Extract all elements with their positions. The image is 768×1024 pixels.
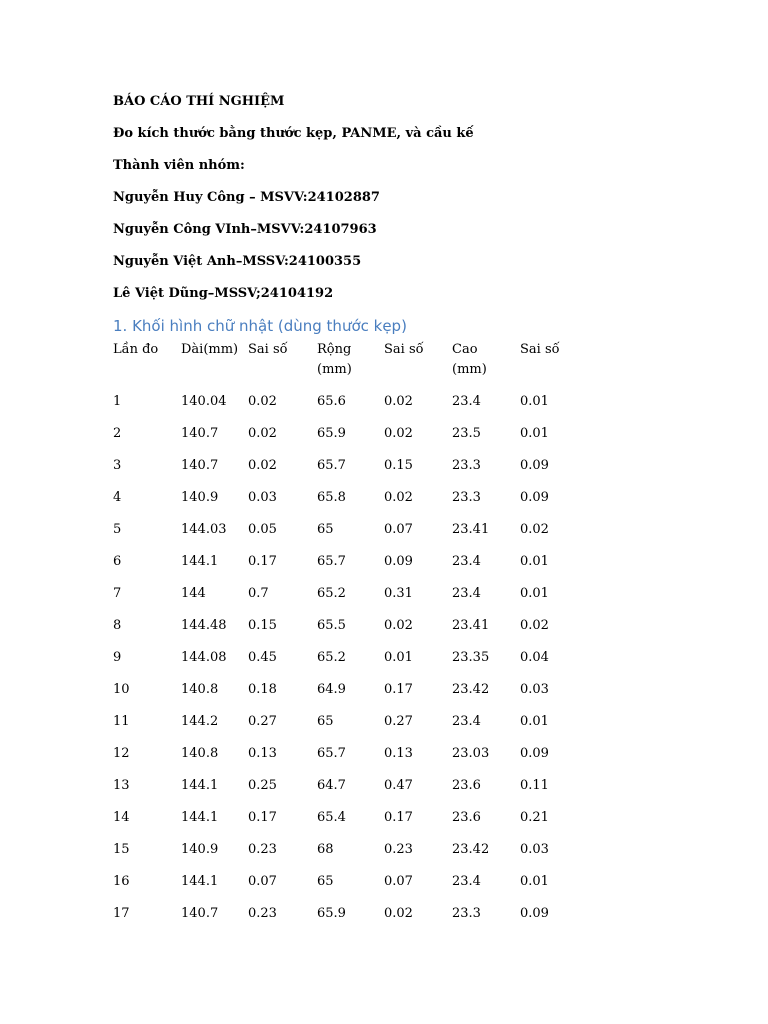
cell-length-error: 0.18 bbox=[248, 682, 277, 697]
cell-length-error: 0.25 bbox=[248, 778, 277, 793]
cell-height: 23.4 bbox=[452, 874, 481, 889]
cell-length: 144 bbox=[181, 586, 206, 601]
cell-height: 23.42 bbox=[452, 842, 490, 857]
table-row bbox=[113, 648, 593, 670]
cell-width: 65.7 bbox=[317, 554, 346, 569]
cell-height: 23.3 bbox=[452, 906, 481, 921]
cell-height-error: 0.21 bbox=[520, 810, 549, 825]
header-length: Dài(mm) bbox=[181, 342, 239, 357]
cell-length-error: 0.02 bbox=[248, 394, 277, 409]
cell-width-error: 0.47 bbox=[384, 778, 413, 793]
cell-length: 144.1 bbox=[181, 874, 219, 889]
member-1: Nguyễn Huy Công – MSVV:24102887 bbox=[113, 190, 380, 205]
cell-width: 65.7 bbox=[317, 458, 346, 473]
cell-measurement-number: 5 bbox=[113, 522, 122, 537]
cell-length: 144.03 bbox=[181, 522, 227, 537]
cell-height: 23.41 bbox=[452, 618, 490, 633]
cell-width: 65.4 bbox=[317, 810, 346, 825]
report-title: BÁO CÁO THÍ NGHIỆM bbox=[113, 94, 285, 109]
cell-width-error: 0.02 bbox=[384, 906, 413, 921]
cell-width-error: 0.17 bbox=[384, 810, 413, 825]
cell-width: 65.7 bbox=[317, 746, 346, 761]
cell-height-error: 0.01 bbox=[520, 714, 549, 729]
table-row bbox=[113, 456, 593, 478]
cell-height-error: 0.09 bbox=[520, 458, 549, 473]
table-row bbox=[113, 680, 593, 702]
cell-length: 140.04 bbox=[181, 394, 227, 409]
header-height bbox=[452, 340, 487, 380]
cell-height-error: 0.01 bbox=[520, 874, 549, 889]
cell-width: 64.7 bbox=[317, 778, 346, 793]
cell-width-error: 0.09 bbox=[384, 554, 413, 569]
cell-height-error: 0.01 bbox=[520, 426, 549, 441]
cell-width: 65 bbox=[317, 522, 334, 537]
table-row bbox=[113, 904, 593, 926]
cell-width: 65 bbox=[317, 714, 334, 729]
cell-height: 23.41 bbox=[452, 522, 490, 537]
cell-length-error: 0.17 bbox=[248, 810, 277, 825]
table-row bbox=[113, 616, 593, 638]
members-label: Thành viên nhóm: bbox=[113, 158, 245, 173]
cell-width-error: 0.17 bbox=[384, 682, 413, 697]
table-row bbox=[113, 392, 593, 414]
cell-length: 140.7 bbox=[181, 906, 219, 921]
cell-width: 65 bbox=[317, 874, 334, 889]
cell-height-error: 0.03 bbox=[520, 682, 549, 697]
table-row bbox=[113, 488, 593, 510]
cell-measurement-number: 16 bbox=[113, 874, 130, 889]
cell-length: 144.48 bbox=[181, 618, 227, 633]
cell-measurement-number: 7 bbox=[113, 586, 122, 601]
table-header-row bbox=[113, 340, 593, 380]
cell-length: 140.9 bbox=[181, 842, 219, 857]
cell-width-error: 0.02 bbox=[384, 426, 413, 441]
cell-length: 140.7 bbox=[181, 458, 219, 473]
table-row bbox=[113, 552, 593, 574]
cell-measurement-number: 13 bbox=[113, 778, 130, 793]
cell-length-error: 0.05 bbox=[248, 522, 277, 537]
cell-height-error: 0.09 bbox=[520, 906, 549, 921]
cell-height-error: 0.09 bbox=[520, 746, 549, 761]
cell-height: 23.3 bbox=[452, 458, 481, 473]
cell-height: 23.4 bbox=[452, 394, 481, 409]
header-width-line2: (mm) bbox=[317, 362, 352, 377]
cell-width: 65.8 bbox=[317, 490, 346, 505]
cell-height: 23.4 bbox=[452, 714, 481, 729]
cell-height: 23.6 bbox=[452, 778, 481, 793]
cell-length: 144.2 bbox=[181, 714, 219, 729]
cell-height: 23.5 bbox=[452, 426, 481, 441]
cell-length: 140.8 bbox=[181, 746, 219, 761]
cell-height: 23.6 bbox=[452, 810, 481, 825]
table-row bbox=[113, 840, 593, 862]
cell-width-error: 0.01 bbox=[384, 650, 413, 665]
cell-width: 65.9 bbox=[317, 426, 346, 441]
table-row bbox=[113, 744, 593, 766]
cell-length: 144.1 bbox=[181, 810, 219, 825]
cell-measurement-number: 12 bbox=[113, 746, 130, 761]
cell-measurement-number: 2 bbox=[113, 426, 122, 441]
cell-width-error: 0.23 bbox=[384, 842, 413, 857]
cell-height: 23.35 bbox=[452, 650, 490, 665]
cell-length-error: 0.27 bbox=[248, 714, 277, 729]
cell-width-error: 0.31 bbox=[384, 586, 413, 601]
cell-length-error: 0.23 bbox=[248, 906, 277, 921]
cell-length: 144.08 bbox=[181, 650, 227, 665]
cell-measurement-number: 10 bbox=[113, 682, 130, 697]
table-row bbox=[113, 872, 593, 894]
cell-height-error: 0.01 bbox=[520, 586, 549, 601]
cell-measurement-number: 17 bbox=[113, 906, 130, 921]
cell-width: 68 bbox=[317, 842, 334, 857]
table-row bbox=[113, 424, 593, 446]
cell-height: 23.4 bbox=[452, 586, 481, 601]
cell-measurement-number: 6 bbox=[113, 554, 122, 569]
cell-measurement-number: 3 bbox=[113, 458, 122, 473]
cell-measurement-number: 4 bbox=[113, 490, 122, 505]
cell-height-error: 0.02 bbox=[520, 522, 549, 537]
header-measurement-number: Lần đo bbox=[113, 342, 159, 357]
cell-width: 65.6 bbox=[317, 394, 346, 409]
cell-height-error: 0.01 bbox=[520, 554, 549, 569]
cell-width: 65.5 bbox=[317, 618, 346, 633]
cell-width-error: 0.15 bbox=[384, 458, 413, 473]
member-2: Nguyễn Công VInh–MSVV:24107963 bbox=[113, 222, 377, 237]
table-row bbox=[113, 712, 593, 734]
cell-length: 140.8 bbox=[181, 682, 219, 697]
header-height-error: Sai số bbox=[520, 342, 560, 357]
cell-width: 64.9 bbox=[317, 682, 346, 697]
cell-width-error: 0.13 bbox=[384, 746, 413, 761]
cell-width: 65.9 bbox=[317, 906, 346, 921]
cell-height-error: 0.04 bbox=[520, 650, 549, 665]
cell-length-error: 0.13 bbox=[248, 746, 277, 761]
cell-height-error: 0.02 bbox=[520, 618, 549, 633]
member-3: Nguyễn Việt Anh–MSSV:24100355 bbox=[113, 254, 362, 269]
cell-length-error: 0.17 bbox=[248, 554, 277, 569]
cell-width-error: 0.07 bbox=[384, 522, 413, 537]
cell-width-error: 0.02 bbox=[384, 618, 413, 633]
cell-width-error: 0.27 bbox=[384, 714, 413, 729]
report-subtitle: Đo kích thước bằng thước kẹp, PANME, và cầu kế bbox=[113, 126, 474, 141]
table-row bbox=[113, 808, 593, 830]
member-4: Lê Việt Dũng–MSSV;24104192 bbox=[113, 286, 334, 301]
header-length-error: Sai số bbox=[248, 342, 288, 357]
cell-width-error: 0.07 bbox=[384, 874, 413, 889]
cell-width-error: 0.02 bbox=[384, 394, 413, 409]
cell-length-error: 0.7 bbox=[248, 586, 269, 601]
cell-measurement-number: 9 bbox=[113, 650, 122, 665]
cell-length: 144.1 bbox=[181, 778, 219, 793]
cell-width: 65.2 bbox=[317, 650, 346, 665]
cell-height-error: 0.03 bbox=[520, 842, 549, 857]
cell-length-error: 0.03 bbox=[248, 490, 277, 505]
cell-width: 65.2 bbox=[317, 586, 346, 601]
cell-height-error: 0.09 bbox=[520, 490, 549, 505]
cell-width-error: 0.02 bbox=[384, 490, 413, 505]
header-width-error: Sai số bbox=[384, 342, 424, 357]
cell-measurement-number: 15 bbox=[113, 842, 130, 857]
table-row bbox=[113, 584, 593, 606]
header-width-line1: Rộng bbox=[317, 342, 352, 357]
cell-length-error: 0.02 bbox=[248, 458, 277, 473]
cell-height: 23.3 bbox=[452, 490, 481, 505]
cell-length-error: 0.07 bbox=[248, 874, 277, 889]
header-width bbox=[317, 340, 352, 380]
header-height-line1: Cao bbox=[452, 342, 478, 357]
cell-height: 23.4 bbox=[452, 554, 481, 569]
table-row bbox=[113, 776, 593, 798]
cell-length: 140.7 bbox=[181, 426, 219, 441]
cell-height-error: 0.01 bbox=[520, 394, 549, 409]
section-heading: 1. Khối hình chữ nhật (dùng thước kẹp) bbox=[113, 317, 407, 335]
cell-length: 140.9 bbox=[181, 490, 219, 505]
cell-measurement-number: 8 bbox=[113, 618, 122, 633]
table-row bbox=[113, 520, 593, 542]
cell-height-error: 0.11 bbox=[520, 778, 549, 793]
header-height-line2: (mm) bbox=[452, 362, 487, 377]
cell-measurement-number: 11 bbox=[113, 714, 130, 729]
cell-measurement-number: 1 bbox=[113, 394, 122, 409]
cell-length-error: 0.23 bbox=[248, 842, 277, 857]
cell-height: 23.42 bbox=[452, 682, 490, 697]
cell-length-error: 0.02 bbox=[248, 426, 277, 441]
cell-measurement-number: 14 bbox=[113, 810, 130, 825]
cell-length-error: 0.45 bbox=[248, 650, 277, 665]
cell-height: 23.03 bbox=[452, 746, 490, 761]
cell-length: 144.1 bbox=[181, 554, 219, 569]
cell-length-error: 0.15 bbox=[248, 618, 277, 633]
